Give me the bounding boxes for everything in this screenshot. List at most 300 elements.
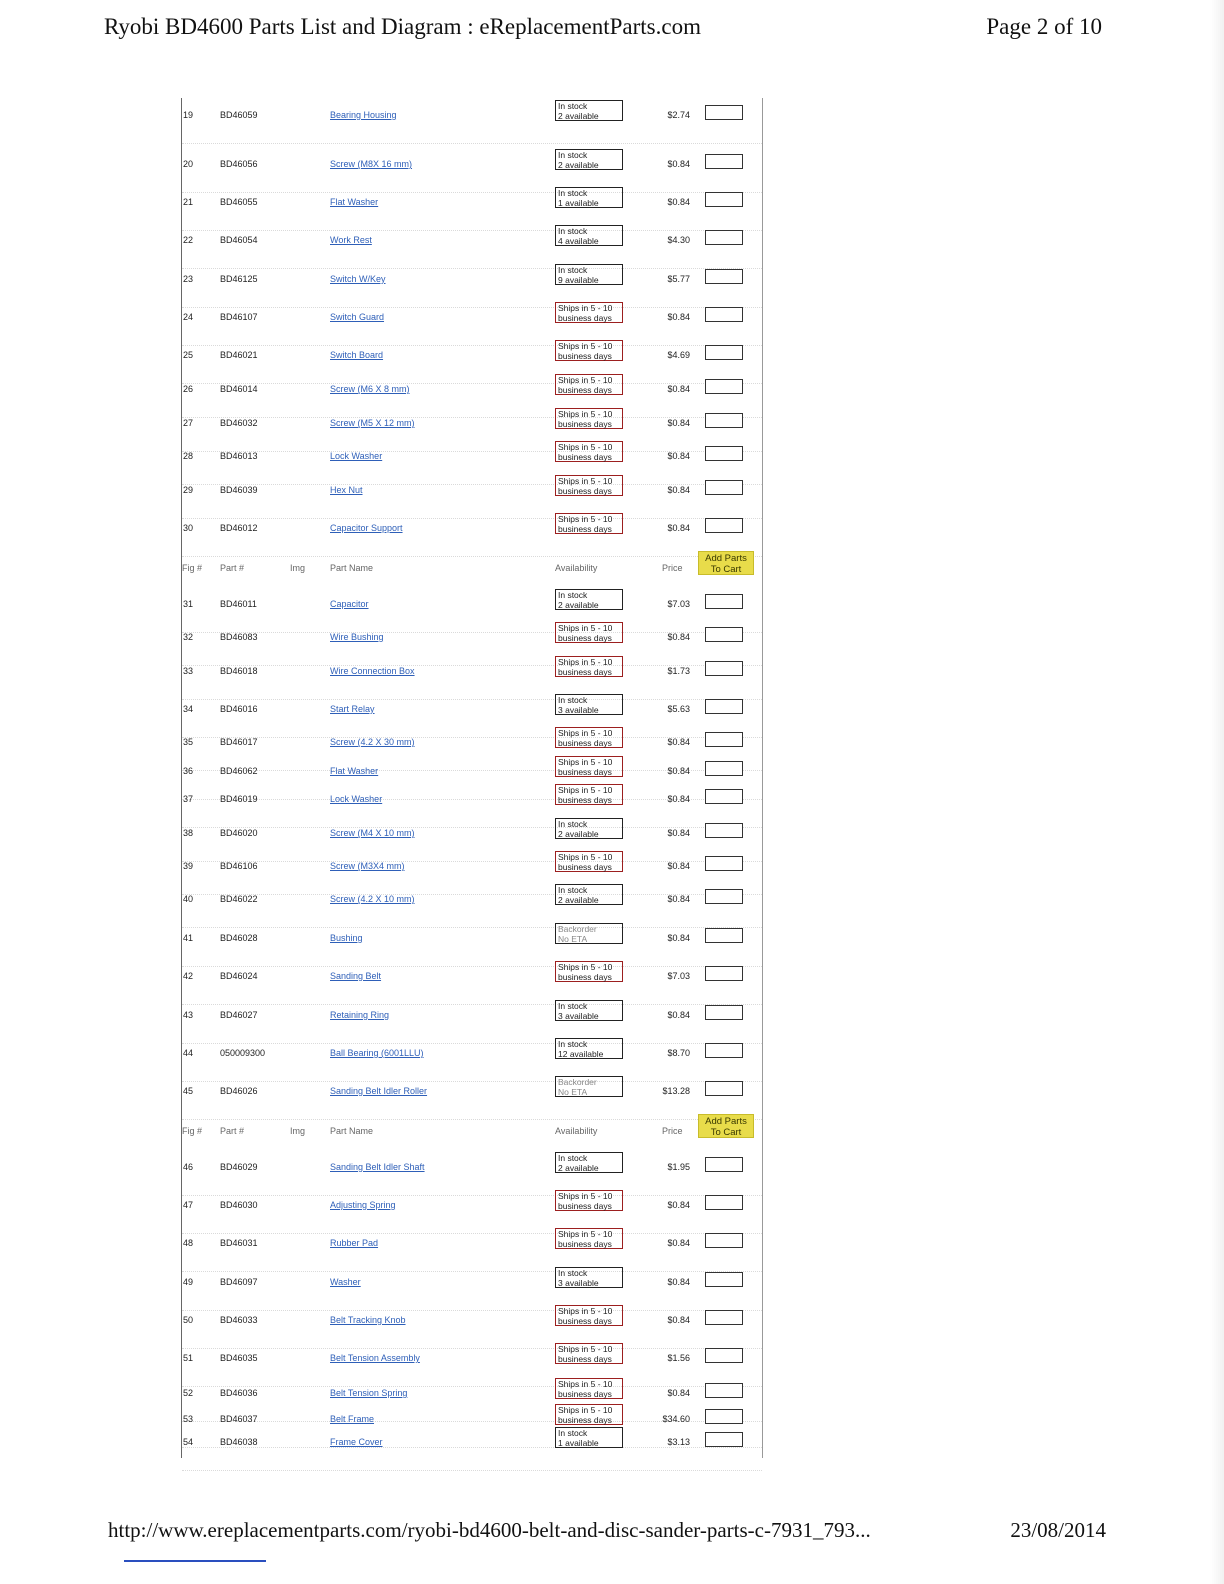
- quantity-input[interactable]: [705, 269, 743, 284]
- price: $4.30: [667, 235, 690, 245]
- part-name-link[interactable]: Wire Connection Box: [330, 666, 415, 676]
- part-number: BD46054: [220, 235, 258, 245]
- availability-line-2: business days: [558, 385, 612, 395]
- price: $0.84: [667, 159, 690, 169]
- part-name-link[interactable]: Rubber Pad: [330, 1238, 379, 1248]
- quantity-input[interactable]: [705, 1157, 743, 1172]
- part-name-link[interactable]: Sanding Belt Idler Shaft: [330, 1162, 425, 1172]
- header-part: Part #: [220, 563, 245, 573]
- part-name-link[interactable]: Sanding Belt Idler Roller: [330, 1086, 428, 1096]
- part-name-link[interactable]: Hex Nut: [330, 485, 363, 495]
- quantity-input[interactable]: [705, 594, 743, 609]
- availability-line-1: In stock: [558, 1153, 588, 1163]
- part-number: BD46035: [220, 1353, 258, 1363]
- part-number: BD46017: [220, 737, 258, 747]
- availability-badge: [555, 513, 623, 534]
- availability-line-1: Backorder: [558, 924, 597, 934]
- availability-badge: [555, 694, 623, 715]
- fig-number: 29: [183, 485, 194, 495]
- table-row: [182, 1344, 762, 1383]
- part-number: BD46024: [220, 971, 258, 981]
- availability-line-1: In stock: [558, 226, 588, 236]
- availability-badge: [555, 851, 623, 872]
- part-name-link[interactable]: Screw (M8X 16 mm): [330, 159, 413, 169]
- table-row: [182, 924, 762, 963]
- availability-badge: [555, 1228, 623, 1249]
- price: $0.84: [667, 523, 690, 533]
- quantity-input[interactable]: [705, 480, 743, 495]
- fig-number: 41: [183, 933, 194, 943]
- price: $0.84: [667, 1238, 690, 1248]
- table-row: [182, 226, 762, 265]
- part-name-link[interactable]: Capacitor: [330, 599, 369, 609]
- price: $7.03: [667, 599, 690, 609]
- fig-number: 19: [183, 110, 194, 120]
- availability-badge: [555, 1267, 623, 1288]
- part-number: BD46030: [220, 1200, 258, 1210]
- availability-badge: [555, 884, 623, 905]
- quantity-input[interactable]: [705, 413, 743, 428]
- quantity-input[interactable]: [705, 1432, 743, 1447]
- availability-badge: [555, 1076, 623, 1097]
- availability-badge: [555, 818, 623, 839]
- price: $0.84: [667, 861, 690, 871]
- availability-line-1: Ships in 5 - 10: [558, 1191, 613, 1201]
- part-name-link[interactable]: Screw (M3X4 mm): [330, 861, 405, 871]
- part-name-link[interactable]: Lock Washer: [330, 451, 383, 461]
- availability-badge: [555, 340, 623, 361]
- part-number: BD46012: [220, 523, 258, 533]
- document-title: Ryobi BD4600 Parts List and Diagram : eReplacementParts.com: [104, 14, 701, 39]
- availability-line-2: 2 available: [558, 600, 599, 610]
- availability-line-2: 2 available: [558, 895, 599, 905]
- availability-badge: [555, 100, 623, 121]
- availability-badge: [555, 374, 623, 395]
- add-parts-to-cart-button[interactable]: Add Parts To Cart: [698, 1114, 754, 1138]
- availability-line-1: In stock: [558, 150, 588, 160]
- part-number: BD46059: [220, 110, 258, 120]
- table-row: [182, 623, 762, 662]
- availability-badge: [555, 1378, 623, 1399]
- part-name-link[interactable]: Washer: [330, 1277, 361, 1287]
- quantity-input[interactable]: [705, 761, 743, 776]
- fig-number: 50: [183, 1315, 194, 1325]
- availability-line-1: Ships in 5 - 10: [558, 852, 613, 862]
- availability-badge: [555, 923, 623, 944]
- part-name-link[interactable]: Screw (M6 X 8 mm): [330, 384, 410, 394]
- table-row: [182, 265, 762, 304]
- price: $0.84: [667, 384, 690, 394]
- availability-line-2: 1 available: [558, 1438, 599, 1448]
- availability-badge: [555, 264, 623, 285]
- quantity-input[interactable]: [705, 889, 743, 904]
- part-name-link[interactable]: Screw (4.2 X 10 mm): [330, 894, 415, 904]
- part-number: 050009300: [220, 1048, 266, 1058]
- availability-badge: [555, 475, 623, 496]
- part-name-link[interactable]: Lock Washer: [330, 794, 383, 804]
- part-name-link[interactable]: Adjusting Spring: [330, 1200, 396, 1210]
- price: $0.84: [667, 632, 690, 642]
- availability-badge: [555, 727, 623, 748]
- parts-table: [181, 98, 763, 1458]
- part-number: BD46038: [220, 1437, 258, 1447]
- fig-number: 25: [183, 350, 194, 360]
- quantity-input[interactable]: [705, 699, 743, 714]
- price: $13.28: [662, 1086, 690, 1096]
- availability-line-2: 3 available: [558, 1011, 599, 1021]
- quantity-input[interactable]: [705, 1348, 743, 1363]
- part-number: BD46019: [220, 794, 258, 804]
- availability-line-2: 3 available: [558, 1278, 599, 1288]
- price: $0.84: [667, 1277, 690, 1287]
- price: $34.60: [662, 1414, 690, 1424]
- fig-number: 44: [183, 1048, 194, 1058]
- quantity-input[interactable]: [705, 1005, 743, 1020]
- part-name-link[interactable]: Ball Bearing (6001LLU): [330, 1048, 424, 1058]
- fig-number: 46: [183, 1162, 194, 1172]
- quantity-input[interactable]: [705, 928, 743, 943]
- quantity-input[interactable]: [705, 105, 743, 120]
- fig-number: 33: [183, 666, 194, 676]
- availability-line-2: business days: [558, 1354, 612, 1364]
- quantity-input[interactable]: [705, 345, 743, 360]
- availability-line-2: business days: [558, 1239, 612, 1249]
- table-row: [182, 101, 762, 140]
- part-number: BD46056: [220, 159, 258, 169]
- quantity-input[interactable]: [705, 1310, 743, 1325]
- availability-line-1: Ships in 5 - 10: [558, 341, 613, 351]
- fig-number: 24: [183, 312, 194, 322]
- price: $5.77: [667, 274, 690, 284]
- quantity-input[interactable]: [705, 230, 743, 245]
- availability-badge: [555, 1152, 623, 1173]
- part-number: BD46028: [220, 933, 258, 943]
- availability-badge: [555, 589, 623, 610]
- part-number: BD46037: [220, 1414, 258, 1424]
- part-number: BD46039: [220, 485, 258, 495]
- availability-line-2: business days: [558, 1389, 612, 1399]
- availability-line-1: Ships in 5 - 10: [558, 1344, 613, 1354]
- price: $1.56: [667, 1353, 690, 1363]
- fig-number: 53: [183, 1414, 194, 1424]
- quantity-input[interactable]: [705, 966, 743, 981]
- fig-number: 51: [183, 1353, 194, 1363]
- availability-line-2: 2 available: [558, 829, 599, 839]
- fig-number: 49: [183, 1277, 194, 1287]
- availability-line-2: 2 available: [558, 160, 599, 170]
- price: $0.84: [667, 451, 690, 461]
- quantity-input[interactable]: [705, 1043, 743, 1058]
- part-number: BD46107: [220, 312, 258, 322]
- table-row: [182, 303, 762, 342]
- table-row: [182, 409, 762, 448]
- table-row: [182, 1077, 762, 1116]
- availability-badge: [555, 1000, 623, 1021]
- availability-line-1: In stock: [558, 101, 588, 111]
- table-row: [182, 1191, 762, 1230]
- quantity-input[interactable]: [705, 1233, 743, 1248]
- price: $0.84: [667, 828, 690, 838]
- quantity-input[interactable]: [705, 307, 743, 322]
- part-name-link[interactable]: Frame Cover: [330, 1437, 383, 1447]
- availability-badge: [555, 302, 623, 323]
- part-name-link[interactable]: Belt Tracking Knob: [330, 1315, 406, 1325]
- price: $0.84: [667, 766, 690, 776]
- table-row: [182, 590, 762, 629]
- fig-number: 40: [183, 894, 194, 904]
- part-number: BD46014: [220, 384, 258, 394]
- part-name-link[interactable]: Wire Bushing: [330, 632, 384, 642]
- availability-line-2: business days: [558, 862, 612, 872]
- availability-badge: [555, 1404, 623, 1425]
- fig-number: 43: [183, 1010, 194, 1020]
- fig-number: 30: [183, 523, 194, 533]
- availability-line-1: In stock: [558, 265, 588, 275]
- table-row: [182, 695, 762, 734]
- availability-badge: [555, 225, 623, 246]
- quantity-input[interactable]: [705, 192, 743, 207]
- quantity-input[interactable]: [705, 1272, 743, 1287]
- price: $0.84: [667, 794, 690, 804]
- availability-line-1: Ships in 5 - 10: [558, 514, 613, 524]
- part-name-link[interactable]: Retaining Ring: [330, 1010, 390, 1020]
- quantity-input[interactable]: [705, 627, 743, 642]
- availability-line-1: In stock: [558, 885, 588, 895]
- fig-number: 39: [183, 861, 194, 871]
- part-name-link[interactable]: Belt Tension Spring: [330, 1388, 408, 1398]
- part-number: BD46011: [220, 599, 257, 609]
- part-number: BD46029: [220, 1162, 258, 1172]
- availability-badge: [555, 1343, 623, 1364]
- fig-number: 31: [183, 599, 194, 609]
- header-availability: Availability: [555, 563, 598, 573]
- header-availability: Availability: [555, 1126, 598, 1136]
- fig-number: 23: [183, 274, 194, 284]
- availability-line-1: Ships in 5 - 10: [558, 962, 613, 972]
- availability-line-1: In stock: [558, 1268, 588, 1278]
- price: $0.84: [667, 312, 690, 322]
- price: $0.84: [667, 485, 690, 495]
- price: $8.70: [667, 1048, 690, 1058]
- availability-badge: [555, 187, 623, 208]
- availability-line-2: business days: [558, 633, 612, 643]
- availability-line-2: business days: [558, 738, 612, 748]
- part-name-link[interactable]: Belt Tension Assembly: [330, 1353, 420, 1363]
- availability-line-1: Ships in 5 - 10: [558, 657, 613, 667]
- table-row: [182, 1153, 762, 1192]
- part-name-link[interactable]: Flat Washer: [330, 197, 379, 207]
- part-number: BD46033: [220, 1315, 258, 1325]
- availability-line-1: Ships in 5 - 10: [558, 375, 613, 385]
- quantity-input[interactable]: [705, 1383, 743, 1398]
- table-row: [182, 442, 762, 481]
- part-name-link[interactable]: Belt Frame: [330, 1414, 375, 1424]
- availability-line-1: In stock: [558, 695, 588, 705]
- availability-badge: [555, 1038, 623, 1059]
- availability-line-2: business days: [558, 524, 612, 534]
- fig-number: 45: [183, 1086, 194, 1096]
- table-row: [182, 819, 762, 858]
- header-part-name: Part Name: [330, 563, 374, 573]
- part-number: BD46031: [220, 1238, 258, 1248]
- table-row: [182, 476, 762, 515]
- quantity-input[interactable]: [705, 1081, 743, 1096]
- price: $0.84: [667, 1315, 690, 1325]
- header-img: Img: [290, 563, 306, 573]
- availability-line-2: No ETA: [558, 1087, 588, 1097]
- fig-number: 26: [183, 384, 194, 394]
- availability-line-1: Backorder: [558, 1077, 597, 1087]
- availability-line-1: Ships in 5 - 10: [558, 785, 613, 795]
- part-number: BD46022: [220, 894, 258, 904]
- price: $1.95: [667, 1162, 690, 1172]
- part-name-link[interactable]: Screw (M4 X 10 mm): [330, 828, 415, 838]
- part-name-link[interactable]: Bushing: [330, 933, 363, 943]
- availability-line-2: 9 available: [558, 275, 599, 285]
- availability-line-2: business days: [558, 1316, 612, 1326]
- table-row: [182, 150, 762, 189]
- availability-line-1: Ships in 5 - 10: [558, 1229, 613, 1239]
- availability-badge: [555, 756, 623, 777]
- part-number: BD46013: [220, 451, 258, 461]
- quantity-input[interactable]: [705, 1195, 743, 1210]
- availability-line-1: Ships in 5 - 10: [558, 1405, 613, 1415]
- part-name-link[interactable]: Screw (4.2 X 30 mm): [330, 737, 415, 747]
- header-img: Img: [290, 1126, 306, 1136]
- availability-line-2: 4 available: [558, 236, 599, 246]
- fig-number: 36: [183, 766, 194, 776]
- page-number: Page 2 of 10: [986, 14, 1102, 39]
- fig-number: 34: [183, 704, 194, 714]
- availability-line-2: business days: [558, 419, 612, 429]
- availability-line-2: business days: [558, 1201, 612, 1211]
- table-row: [182, 1039, 762, 1078]
- part-name-link[interactable]: Switch W/Key: [330, 274, 386, 284]
- add-parts-to-cart-button[interactable]: Add Parts To Cart: [698, 551, 754, 575]
- page-edge: [1210, 0, 1224, 1584]
- part-name-link[interactable]: Work Rest: [330, 235, 372, 245]
- part-number: BD46032: [220, 418, 258, 428]
- fig-number: 35: [183, 737, 194, 747]
- header-price: Price: [662, 563, 683, 573]
- header-part-name: Part Name: [330, 1126, 374, 1136]
- availability-line-1: Ships in 5 - 10: [558, 409, 613, 419]
- part-name-link[interactable]: Screw (M5 X 12 mm): [330, 418, 415, 428]
- availability-badge: [555, 149, 623, 170]
- footer-url: http://www.ereplacementparts.com/ryobi-bd4600-belt-and-disc-sander-parts-c-7931_793...: [108, 1518, 871, 1542]
- part-name-link[interactable]: Bearing Housing: [330, 110, 397, 120]
- price: $7.03: [667, 971, 690, 981]
- availability-line-1: In stock: [558, 1001, 588, 1011]
- availability-badge: [555, 1305, 623, 1326]
- availability-line-2: business days: [558, 1415, 612, 1425]
- availability-line-1: In stock: [558, 590, 588, 600]
- availability-badge: [555, 441, 623, 462]
- price: $2.74: [667, 110, 690, 120]
- table-row: [182, 962, 762, 1001]
- fig-number: 52: [183, 1388, 194, 1398]
- part-name-link[interactable]: Switch Board: [330, 350, 384, 360]
- part-number: BD46020: [220, 828, 258, 838]
- part-name-link[interactable]: Capacitor Support: [330, 523, 403, 533]
- price: $1.73: [667, 666, 690, 676]
- availability-badge: [555, 784, 623, 805]
- header-part: Part #: [220, 1126, 245, 1136]
- part-number: BD46026: [220, 1086, 258, 1096]
- quantity-input[interactable]: [705, 446, 743, 461]
- availability-line-1: In stock: [558, 819, 588, 829]
- table-row: [182, 1268, 762, 1307]
- fig-number: 48: [183, 1238, 194, 1248]
- availability-badge: [555, 408, 623, 429]
- availability-line-2: business days: [558, 767, 612, 777]
- price: $0.84: [667, 1010, 690, 1020]
- availability-line-1: In stock: [558, 188, 588, 198]
- part-number: BD46106: [220, 861, 258, 871]
- price: $0.84: [667, 197, 690, 207]
- part-name-link[interactable]: Switch Guard: [330, 312, 385, 322]
- fig-number: 21: [183, 197, 194, 207]
- part-number: BD46016: [220, 704, 258, 714]
- part-name-link[interactable]: Sanding Belt: [330, 971, 382, 981]
- fig-number: 47: [183, 1200, 194, 1210]
- quantity-input[interactable]: [705, 518, 743, 533]
- quantity-input[interactable]: [705, 823, 743, 838]
- part-number: BD46018: [220, 666, 258, 676]
- table-row: [182, 785, 762, 824]
- availability-line-2: business days: [558, 313, 612, 323]
- availability-line-2: 3 available: [558, 705, 599, 715]
- availability-line-1: Ships in 5 - 10: [558, 1306, 613, 1316]
- fig-number: 20: [183, 159, 194, 169]
- price: $0.84: [667, 894, 690, 904]
- price: $0.84: [667, 1388, 690, 1398]
- part-name-link[interactable]: Start Relay: [330, 704, 375, 714]
- quantity-input[interactable]: [705, 789, 743, 804]
- part-number: BD46036: [220, 1388, 258, 1398]
- quantity-input[interactable]: [705, 379, 743, 394]
- part-number: BD46062: [220, 766, 258, 776]
- part-number: BD46021: [220, 350, 258, 360]
- availability-line-1: Ships in 5 - 10: [558, 623, 613, 633]
- table-row: [182, 514, 762, 553]
- quantity-input[interactable]: [705, 154, 743, 169]
- quantity-input[interactable]: [705, 856, 743, 871]
- table-row: [182, 885, 762, 924]
- fig-number: 28: [183, 451, 194, 461]
- table-row: [182, 1229, 762, 1268]
- availability-badge: [555, 656, 623, 677]
- footer-link-underline: [124, 1560, 266, 1562]
- part-name-link[interactable]: Flat Washer: [330, 766, 379, 776]
- header-fig: Fig #: [182, 563, 203, 573]
- table-row: [182, 1306, 762, 1345]
- part-number: BD46083: [220, 632, 258, 642]
- quantity-input[interactable]: [705, 1409, 743, 1424]
- price: $0.84: [667, 737, 690, 747]
- availability-line-1: Ships in 5 - 10: [558, 476, 613, 486]
- part-number: BD46125: [220, 274, 258, 284]
- quantity-input[interactable]: [705, 661, 743, 676]
- part-number: BD46097: [220, 1277, 258, 1287]
- availability-badge: [555, 1427, 623, 1448]
- quantity-input[interactable]: [705, 732, 743, 747]
- fig-number: 37: [183, 794, 194, 804]
- availability-line-2: business days: [558, 972, 612, 982]
- footer-date: 23/08/2014: [1010, 1518, 1106, 1542]
- availability-line-2: No ETA: [558, 934, 588, 944]
- table-row: [182, 852, 762, 891]
